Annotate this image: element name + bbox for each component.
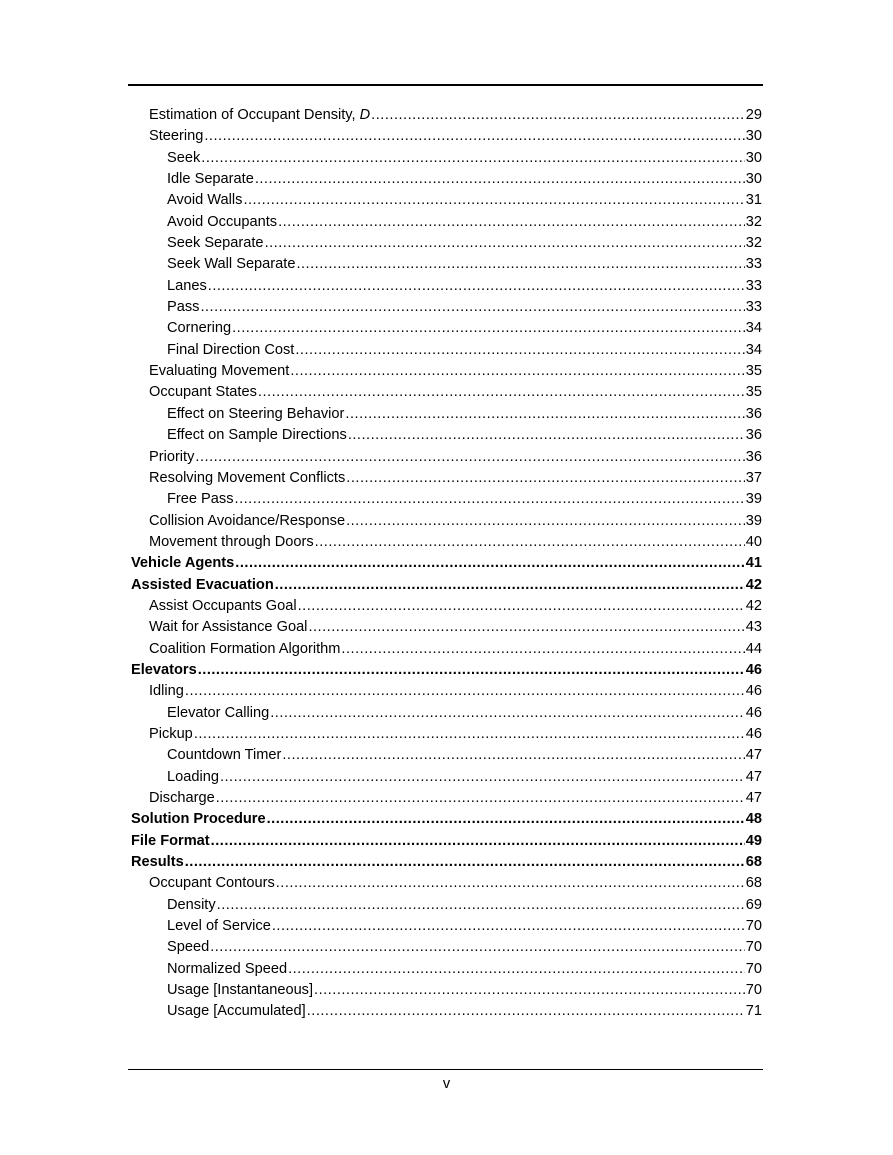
toc-entry-title: Loading: [167, 768, 219, 785]
toc-entry-title: Avoid Walls: [167, 192, 243, 209]
toc-entry[interactable]: [131, 660, 762, 681]
toc-entry[interactable]: [131, 340, 762, 361]
toc-entry-title: Coalition Formation Algorithm: [149, 640, 341, 657]
toc-entry[interactable]: [131, 169, 762, 190]
toc-entry-page: 46: [745, 683, 762, 700]
toc-dot-leader: [235, 553, 744, 574]
toc-dot-leader: [296, 254, 744, 275]
toc-entry-title: Final Direction Cost: [167, 341, 295, 358]
toc-entry-page: 35: [745, 363, 762, 380]
toc-dot-leader: [276, 873, 745, 894]
toc-entry[interactable]: [131, 639, 762, 660]
toc-dot-leader: [185, 852, 745, 873]
toc-entry[interactable]: [131, 617, 762, 638]
toc-entry[interactable]: [131, 681, 762, 702]
toc-entry[interactable]: [131, 318, 762, 339]
toc-entry-page: 30: [745, 171, 762, 188]
toc-entry-title: Pass: [167, 299, 200, 316]
toc-entry-title: Level of Service: [167, 918, 271, 935]
toc-entry[interactable]: [131, 447, 762, 468]
toc-entry-title: Seek Wall Separate: [167, 256, 296, 273]
toc-entry-title: Wait for Assistance Goal: [149, 619, 308, 636]
toc-entry-page: 44: [745, 640, 762, 657]
toc-dot-leader: [346, 511, 745, 532]
toc-entry[interactable]: [131, 788, 762, 809]
toc-entry-page: 33: [745, 277, 762, 294]
toc-entry[interactable]: [131, 190, 762, 211]
toc-entry-title: Steering: [149, 128, 204, 145]
toc-dot-leader: [194, 724, 745, 745]
toc-dot-leader: [243, 190, 744, 211]
toc-entry-title: Idling: [149, 683, 184, 700]
toc-dot-leader: [200, 297, 744, 318]
toc-entry-title: Priority: [149, 448, 195, 465]
toc-entry[interactable]: [131, 148, 762, 169]
toc-entry[interactable]: [131, 959, 762, 980]
toc-entry-page: 34: [745, 320, 762, 337]
toc-entry[interactable]: [131, 703, 762, 724]
toc-entry-page: 43: [745, 619, 762, 636]
toc-entry-page: 32: [745, 235, 762, 252]
toc-entry-page: 48: [745, 811, 762, 828]
toc-dot-leader: [204, 126, 744, 147]
toc-entry-page: 47: [745, 747, 762, 764]
toc-entry-page: 42: [745, 576, 762, 593]
toc-entry-page: 33: [745, 256, 762, 273]
toc-entry[interactable]: [131, 852, 762, 873]
toc-entry-title: Countdown Timer: [167, 747, 282, 764]
toc-entry-title: Seek Separate: [167, 235, 264, 252]
toc-entry-page: 40: [745, 533, 762, 550]
toc-dot-leader: [272, 916, 745, 937]
toc-dot-leader: [348, 425, 745, 446]
toc-entry-page: 39: [745, 512, 762, 529]
toc-entry-page: 33: [745, 299, 762, 316]
toc-entry-title: Occupant Contours: [149, 875, 275, 892]
toc-entry-title: Idle Separate: [167, 171, 254, 188]
toc-dot-leader: [216, 788, 745, 809]
toc-entry-title: Estimation of Occupant Density, D: [149, 107, 371, 123]
toc-entry[interactable]: [131, 745, 762, 766]
toc-entry-page: 71: [745, 1003, 762, 1020]
toc-entry-page: 46: [745, 661, 762, 678]
toc-entry-page: 46: [745, 704, 762, 721]
toc-entry[interactable]: [131, 809, 762, 830]
toc-entry[interactable]: [131, 596, 762, 617]
toc-entry[interactable]: [131, 532, 762, 553]
header-rule: [128, 84, 763, 86]
toc-dot-leader: [201, 148, 745, 169]
toc-dot-leader: [258, 382, 745, 403]
toc-entry-title: Assisted Evacuation: [131, 576, 274, 593]
toc-entry[interactable]: [131, 212, 762, 233]
toc-entry[interactable]: [131, 873, 762, 894]
footer-rule: [128, 1069, 763, 1070]
toc-entry[interactable]: [131, 767, 762, 788]
toc-entry-title: Evaluating Movement: [149, 363, 290, 380]
toc-entry-page: 70: [745, 918, 762, 935]
toc-entry-title: Elevator Calling: [167, 704, 270, 721]
toc-entry-page: 42: [745, 597, 762, 614]
toc-entry[interactable]: [131, 489, 762, 510]
toc-entry-page: 31: [745, 192, 762, 209]
toc-entry-page: 70: [745, 982, 762, 999]
toc-dot-leader: [220, 767, 745, 788]
toc-dot-leader: [371, 105, 745, 126]
toc-entry[interactable]: [131, 425, 762, 446]
toc-entry-title: Effect on Sample Directions: [167, 427, 347, 444]
toc-entry-title: Discharge: [149, 790, 215, 806]
toc-dot-leader: [345, 404, 744, 425]
toc-entry[interactable]: [131, 276, 762, 297]
toc-entry-title: Vehicle Agents: [131, 555, 235, 572]
toc-entry[interactable]: [131, 404, 762, 425]
toc-dot-leader: [232, 318, 745, 339]
toc-entry-page: 41: [745, 555, 762, 572]
table-of-contents: [131, 105, 762, 1023]
toc-dot-leader: [308, 617, 744, 638]
toc-entry-title: Resolving Movement Conflicts: [149, 469, 346, 486]
toc-dot-leader: [265, 233, 745, 254]
toc-dot-leader: [185, 681, 745, 702]
toc-entry-title: Avoid Occupants: [167, 213, 278, 230]
toc-entry-title: Free Pass: [167, 491, 234, 508]
toc-entry-page: 70: [745, 960, 762, 977]
toc-entry-page: 69: [745, 896, 762, 913]
toc-entry-page: 30: [745, 128, 762, 145]
toc-entry-page: 36: [745, 405, 762, 422]
toc-dot-leader: [198, 660, 745, 681]
toc-entry-title: Results: [131, 854, 184, 871]
toc-entry[interactable]: [131, 553, 762, 574]
toc-entry[interactable]: [131, 1001, 762, 1022]
toc-entry[interactable]: [131, 382, 762, 403]
toc-entry-title: Normalized Speed: [167, 960, 288, 977]
toc-entry[interactable]: [131, 831, 762, 852]
toc-dot-leader: [275, 575, 745, 596]
toc-entry-title: Density: [167, 896, 216, 913]
toc-dot-leader: [314, 980, 745, 1001]
toc-entry-page: 36: [745, 427, 762, 444]
toc-entry[interactable]: [131, 895, 762, 916]
toc-entry-title: Movement through Doors: [149, 533, 314, 550]
toc-entry[interactable]: [131, 126, 762, 147]
toc-dot-leader: [235, 489, 745, 510]
toc-dot-leader: [270, 703, 745, 724]
toc-dot-leader: [346, 468, 744, 489]
toc-entry-title: Usage [Accumulated]: [167, 1003, 306, 1020]
toc-entry[interactable]: [131, 916, 762, 937]
toc-entry[interactable]: [131, 105, 762, 126]
toc-entry[interactable]: [131, 937, 762, 958]
toc-dot-leader: [210, 937, 745, 958]
toc-dot-leader: [278, 212, 745, 233]
toc-dot-leader: [255, 169, 745, 190]
toc-dot-leader: [267, 809, 745, 830]
toc-dot-leader: [288, 959, 745, 980]
toc-entry-title: Collision Avoidance/Response: [149, 512, 346, 529]
toc-entry-title: Speed: [167, 939, 210, 956]
toc-dot-leader: [341, 639, 744, 660]
toc-dot-leader: [315, 532, 745, 553]
toc-entry-page: 68: [745, 854, 762, 871]
toc-entry-page: 32: [745, 213, 762, 230]
toc-entry-title: Occupant States: [149, 384, 257, 401]
toc-entry-page: 70: [745, 939, 762, 956]
toc-entry-title: Lanes: [167, 277, 207, 294]
toc-entry[interactable]: [131, 254, 762, 275]
toc-entry-title: Solution Procedure: [131, 811, 266, 828]
toc-dot-leader: [211, 831, 745, 852]
toc-entry-page: 68: [745, 875, 762, 892]
toc-entry-title: Cornering: [167, 320, 232, 337]
toc-entry-title: Effect on Steering Behavior: [167, 405, 345, 422]
toc-entry-page: 35: [745, 384, 762, 401]
toc-entry[interactable]: [131, 468, 762, 489]
toc-entry-title: Elevators: [131, 661, 197, 678]
toc-entry-title: Seek: [167, 149, 201, 166]
toc-entry-page: 47: [745, 768, 762, 785]
toc-dot-leader: [195, 447, 744, 468]
toc-dot-leader: [217, 895, 745, 916]
toc-entry-title: Usage [Instantaneous]: [167, 982, 314, 999]
toc-entry[interactable]: [131, 575, 762, 596]
toc-entry-page: 39: [745, 491, 762, 508]
toc-entry[interactable]: [131, 361, 762, 382]
toc-entry[interactable]: [131, 511, 762, 532]
toc-entry[interactable]: [131, 724, 762, 745]
toc-entry[interactable]: [131, 980, 762, 1001]
toc-entry-page: 30: [745, 149, 762, 166]
toc-entry-page: 34: [745, 341, 762, 358]
toc-dot-leader: [298, 596, 745, 617]
toc-entry[interactable]: [131, 297, 762, 318]
toc-dot-leader: [208, 276, 745, 297]
toc-dot-leader: [307, 1001, 745, 1022]
toc-dot-leader: [290, 361, 744, 382]
page-number: v: [442, 1076, 451, 1092]
toc-entry-title: File Format: [131, 832, 210, 849]
toc-entry-page: 36: [745, 448, 762, 465]
toc-entry-page: 29: [745, 107, 762, 123]
toc-entry-title: Assist Occupants Goal: [149, 597, 297, 614]
toc-dot-leader: [295, 340, 744, 361]
toc-entry-page: 47: [745, 790, 762, 806]
toc-entry-page: 46: [745, 725, 762, 742]
toc-entry-page: 37: [745, 469, 762, 486]
toc-entry-page: 49: [745, 832, 762, 849]
toc-entry-title: Pickup: [149, 725, 193, 742]
toc-entry[interactable]: [131, 233, 762, 254]
toc-dot-leader: [282, 745, 744, 766]
